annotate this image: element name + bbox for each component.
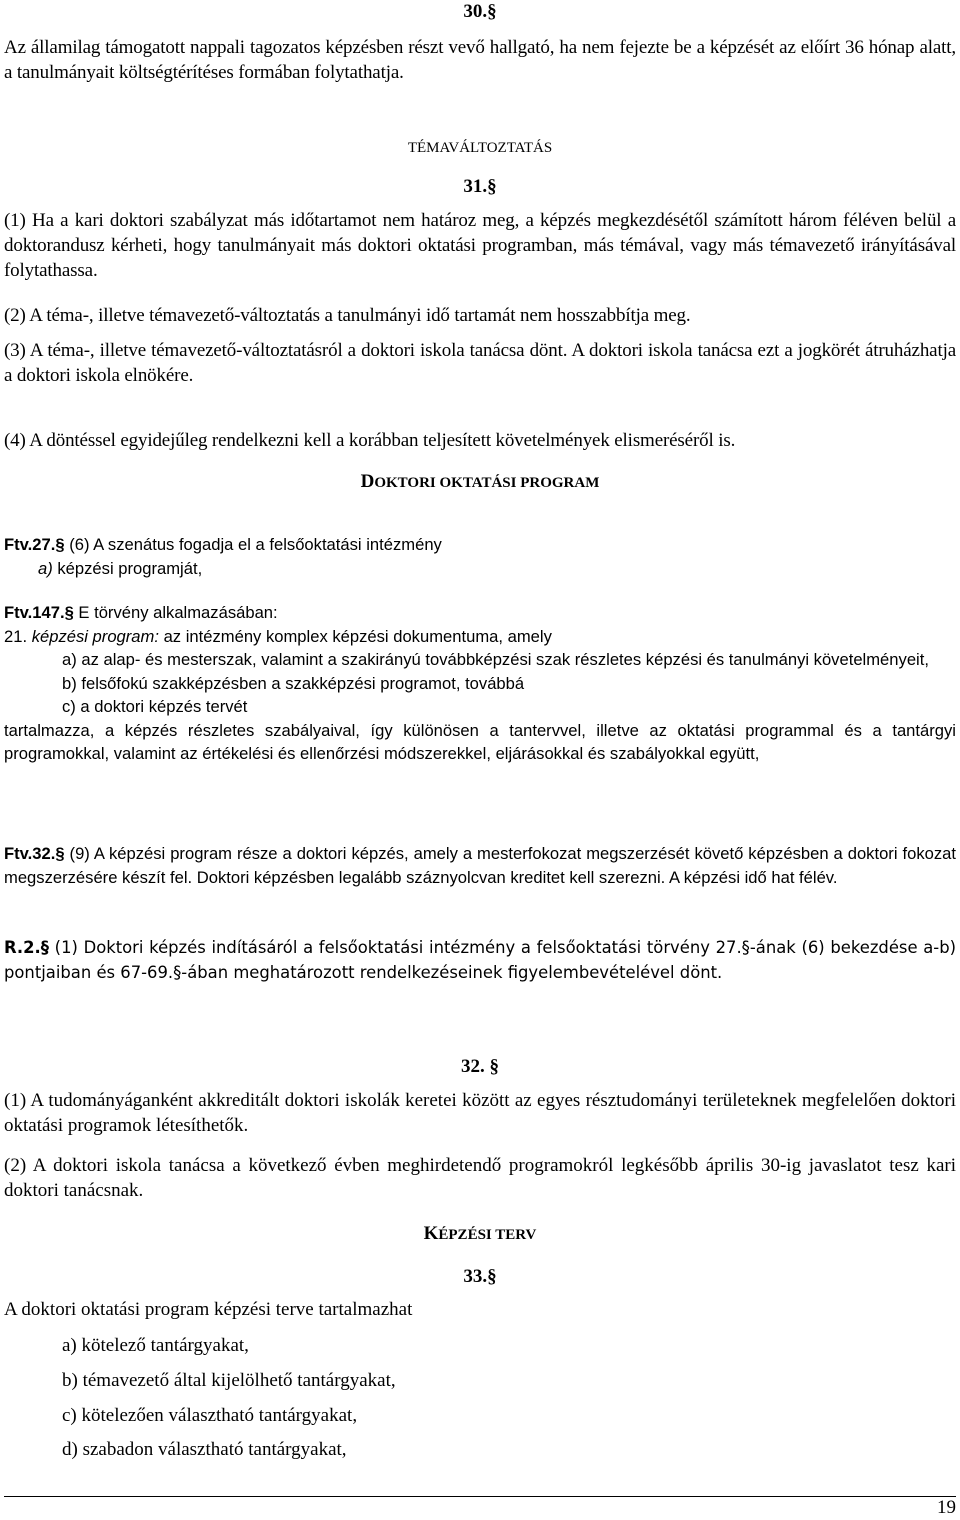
definition-21-item-c: c) a doktori képzés tervét	[62, 697, 248, 716]
section-32-paragraph-1: (1) A tudományáganként akkreditált doktori iskolák keretei között az egyes résztudományi területeknek megfelelően doktori oktatási programok létesíthetők.	[4, 1090, 956, 1136]
ftv27-item-a-label: a)	[38, 558, 53, 578]
r2-text: (1) Doktori képzés indításáról a felsőoktatási intézmény a felsőoktatási törvény 27.§-ának (6) bekezdése a-b) pontjaiban és 67-69.§-ában meghatározott rendelkezéseinek figyelembevételével dönt.	[4, 938, 956, 982]
heading-kepzesi-initial: K	[423, 1223, 439, 1244]
ftv27-text: (6) A szenátus fogadja el a felsőoktatási intézmény	[64, 535, 442, 554]
heading-temavaltoztatas	[0, 135, 960, 160]
heading-kepzesi-terv	[0, 1222, 960, 1247]
definition-21-line	[4, 625, 956, 649]
ftv27-reference: Ftv.27.§	[4, 535, 65, 554]
section-30-heading: 30.§	[463, 1, 497, 22]
heading-doktori-initial: D	[360, 471, 375, 492]
ftv27-block	[4, 533, 956, 580]
section-33-intro: A doktori oktatási program képzési terve tartalmazhat	[4, 1299, 413, 1320]
section-32-heading: 32. §	[461, 1056, 499, 1077]
ftv27-line	[4, 533, 956, 557]
r2-reference: R.2.§	[4, 938, 49, 957]
ftv27-item-a-text: képzési programját,	[52, 558, 203, 578]
definition-21-tail: tartalmazza, a képzés részletes szabályaival, így különösen a tantervvel, illetve az oktatási programmal és a tantárgyi programokkal, valamint az értékelési és ellenőrzési módszerekkel, eljárásokkal és szabályokkal együtt,	[4, 720, 956, 763]
ftv32-text: (9) A képzési program része a doktori képzés, amely a mesterfokozat megszerzését követő képzésben a doktori fokozat megszerzésére készít fel. Doktori képzésben legalább száznyolcvan kreditet kell szerezni. A képzési idő hat félév.	[4, 844, 956, 887]
section-30-paragraph: Az államilag támogatott nappali tagozatos képzésben részt vevő hallgató, ha nem fejezte be a képzését az előírt 36 hónap alatt, a tanulmányait költségtérítéses formában folytathatja.	[4, 37, 956, 83]
section-33-item-d: d) szabadon választható tantárgyakat,	[62, 1439, 347, 1460]
heading-doktori-rest: OKTORI OKTATÁSI PROGRAM	[374, 475, 600, 491]
ftv147-text: E törvény alkalmazásában:	[73, 603, 278, 622]
heading-temavaltoztatas-text: TÉMAVÁLTOZTATÁS	[407, 140, 553, 156]
section-31-paragraph-1: (1) Ha a kari doktori szabályzat más időtartamot nem határoz meg, a képzés megkezdésétől számított három féléven belül a doktorandusz kérheti, hogy tanulmányait más doktori oktatási programban, más témával, vagy más témavezető irányításával folytathassa.	[4, 210, 956, 281]
heading-doktori-oktatasi-program	[0, 470, 960, 495]
definition-21-item-a: a) az alap- és mesterszak, valamint a szakirányú továbbképzési szak részletes képzési és tanulmányi követelményeit,	[62, 650, 929, 669]
section-33-item-c: c) kötelezően választható tantárgyakat,	[62, 1405, 358, 1426]
ftv27-item-a	[4, 557, 956, 581]
section-31-paragraph-2: (2) A téma-, illetve témavezető-változtatás a tanulmányi idő tartamát nem hosszabbítja meg.	[4, 305, 691, 326]
section-31-paragraph-4: (4) A döntéssel egyidejűleg rendelkezni kell a korábban teljesített követelmények elismeréséről is.	[4, 430, 736, 451]
ftv147-block	[4, 601, 956, 766]
footer-rule	[4, 1496, 956, 1497]
page-number: 19	[937, 1497, 956, 1518]
heading-kepzesi-rest: ÉPZÉSI TERV	[438, 1227, 537, 1243]
ftv147-reference: Ftv.147.§	[4, 603, 74, 622]
section-33-item-b: b) témavezető által kijelölhető tantárgyakat,	[62, 1370, 396, 1391]
section-31-heading: 31.§	[463, 176, 497, 197]
section-31-paragraph-3: (3) A téma-, illetve témavezető-változtatásról a doktori iskola tanácsa dönt. A doktori iskola tanácsa ezt a jogkörét átruházhatja a doktori iskola elnökére.	[4, 340, 956, 386]
section-32-paragraph-2: (2) A doktori iskola tanácsa a következő évben meghirdetendő programokról legkésőbb április 30-ig javaslatot tesz kari doktori tanácsnak.	[4, 1155, 956, 1201]
section-33-item-a: a) kötelező tantárgyakat,	[62, 1335, 249, 1356]
definition-21-number: 21.	[4, 626, 32, 646]
definition-21-term: képzési program:	[31, 626, 159, 646]
definition-21-text: az intézmény komplex képzési dokumentuma, amely	[158, 626, 552, 646]
ftv147-line	[4, 601, 956, 625]
section-33-heading: 33.§	[463, 1266, 497, 1287]
r2-block	[4, 936, 956, 985]
definition-21-item-b: b) felsőfokú szakképzésben a szakképzési programot, továbbá	[62, 673, 525, 693]
ftv32-block	[4, 842, 956, 889]
ftv32-reference: Ftv.32.§	[4, 844, 65, 863]
